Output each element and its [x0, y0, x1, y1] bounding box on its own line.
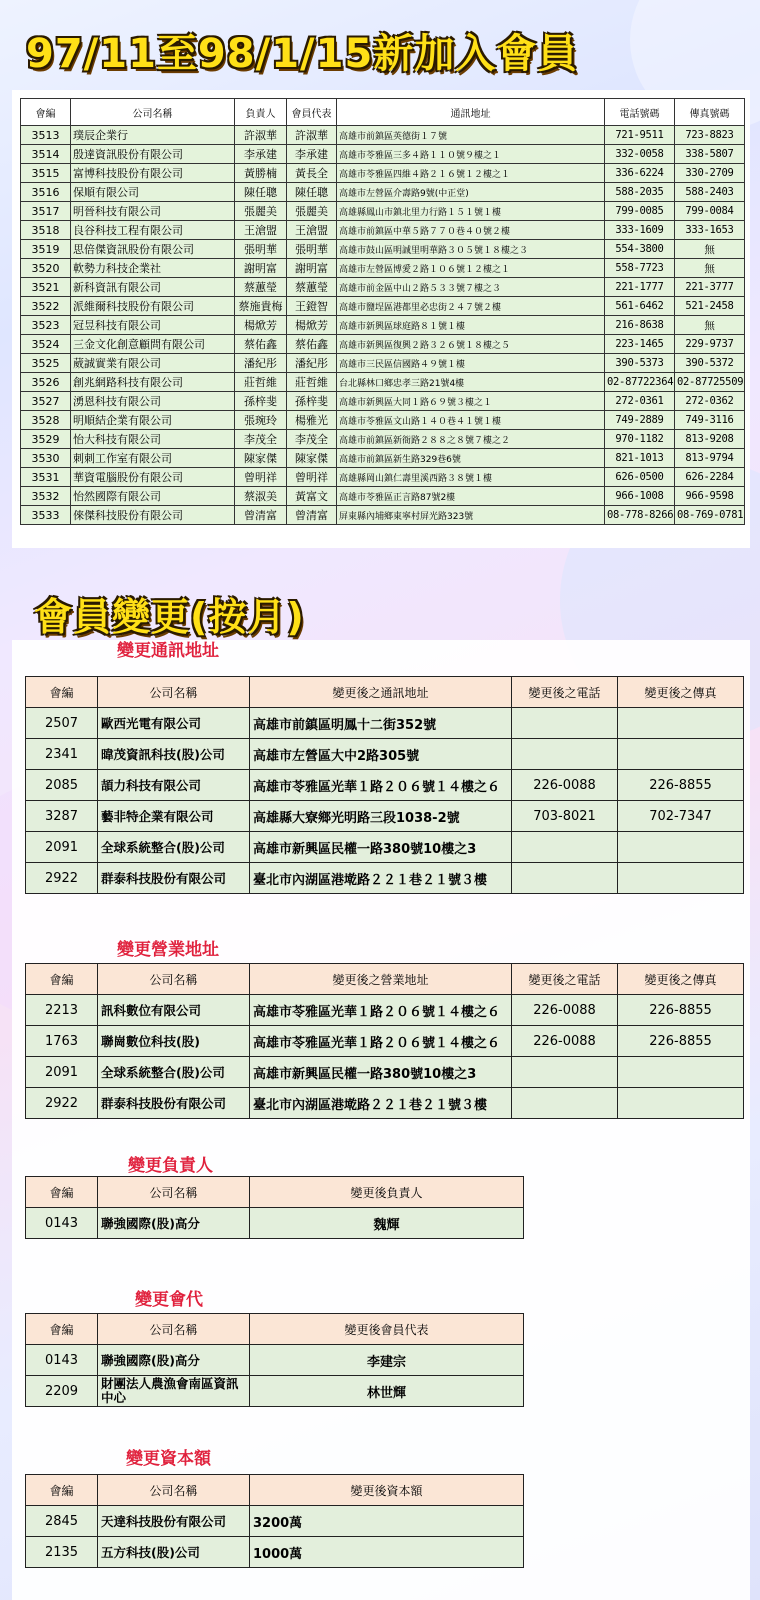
table-cell: 749-2889	[605, 411, 675, 430]
table-cell: 226-0088	[512, 770, 618, 801]
table-row	[26, 708, 744, 739]
table-cell: 三金文化創意顧問有限公司	[71, 335, 235, 354]
table-cell: 頡力科技有限公司	[98, 770, 250, 801]
table-cell: 2091	[26, 832, 98, 863]
table-cell: 2209	[26, 1376, 98, 1407]
table-cell: 林世輝	[250, 1376, 524, 1407]
header-cell: 公司名稱	[98, 1475, 250, 1506]
table-cell: 璞辰企業行	[71, 126, 235, 145]
table-cell: 台北縣林口鄉忠孝三路21號4樓	[337, 373, 605, 392]
table-cell: 高雄市鼓山區明誠里明華路３０５號１８樓之３	[337, 240, 605, 259]
table-row	[21, 316, 745, 335]
table-cell: 高雄市新興區民權一路380號10樓之3	[250, 832, 512, 863]
table-row	[21, 278, 745, 297]
table-cell: 332-0058	[605, 145, 675, 164]
table-cell: 高雄市苓雅區三多４路１１０號９樓之１	[337, 145, 605, 164]
table-cell: 冠昱科技有限公司	[71, 316, 235, 335]
table-cell: 626-2284	[675, 468, 745, 487]
table-cell: 殷達資訊股份有限公司	[71, 145, 235, 164]
table-cell: 3531	[21, 468, 71, 487]
table-header	[26, 964, 744, 995]
table-row	[21, 335, 745, 354]
table-row	[21, 221, 745, 240]
table-cell: 272-0362	[675, 392, 745, 411]
table-cell: 2922	[26, 863, 98, 894]
table-cell: 蔡佑鑫	[235, 335, 287, 354]
table-cell: 刺刺工作室有限公司	[71, 449, 235, 468]
table-cell: 群泰科技股份有限公司	[98, 1088, 250, 1119]
table-row	[21, 449, 745, 468]
table-cell: 魏輝	[250, 1208, 524, 1239]
table-cell: 陳任聰	[287, 183, 337, 202]
table-cell: 3513	[21, 126, 71, 145]
table-cell: 703-8021	[512, 801, 618, 832]
table-cell: 潘紀彤	[235, 354, 287, 373]
table-cell: 333-1653	[675, 221, 745, 240]
table-cell: 330-2709	[675, 164, 745, 183]
table-cell: 0143	[26, 1345, 98, 1376]
table-cell: 葳誠實業有限公司	[71, 354, 235, 373]
table-cell: 高雄市新興區復興２路３２６號１８樓之５	[337, 335, 605, 354]
header-cell: 變更後之通訊地址	[250, 677, 512, 708]
table-cell: 曾清富	[235, 506, 287, 525]
capital-change-table	[25, 1474, 524, 1568]
table-cell: 富博科技股份有限公司	[71, 164, 235, 183]
table-cell: 李建宗	[250, 1345, 524, 1376]
table-cell: 749-3116	[675, 411, 745, 430]
table-cell: 229-9737	[675, 335, 745, 354]
header-cell: 會編	[21, 99, 71, 126]
owner-change-table	[25, 1176, 524, 1239]
table-cell: 高雄市新興區民權一路380號10樓之3	[250, 1057, 512, 1088]
table-cell: 曾明祥	[235, 468, 287, 487]
new-members-table	[20, 98, 745, 525]
table-cell	[618, 708, 744, 739]
table-cell: 怡大科技有限公司	[71, 430, 235, 449]
table-cell: 孫梓斐	[287, 392, 337, 411]
table-cell: 226-8855	[618, 1026, 744, 1057]
table-cell: 970-1182	[605, 430, 675, 449]
table-cell: 588-2035	[605, 183, 675, 202]
table-cell: 曾明祥	[287, 468, 337, 487]
table-cell: 高雄縣岡山鎮仁壽里溪西路３８號１樓	[337, 468, 605, 487]
table-cell: 高雄市新興區球庭路８１號１樓	[337, 316, 605, 335]
section-title-business-address: 變更營業地址	[117, 940, 219, 960]
table-cell: 0143	[26, 1208, 98, 1239]
table-row	[26, 770, 744, 801]
header-cell: 變更後之傳真	[618, 677, 744, 708]
table-cell: 3516	[21, 183, 71, 202]
table-row	[26, 801, 744, 832]
table-cell: 臺北市內湖區港墘路２２１巷２１號３樓	[250, 1088, 512, 1119]
table-row	[21, 487, 745, 506]
table-cell: 李承建	[287, 145, 337, 164]
table-cell: 謝明富	[287, 259, 337, 278]
table-header	[26, 1177, 524, 1208]
table-cell	[512, 708, 618, 739]
table-cell: 2091	[26, 1057, 98, 1088]
table-cell: 全球系統整合(股)公司	[98, 1057, 250, 1088]
table-cell: 倈傑科技股份有限公司	[71, 506, 235, 525]
table-row	[21, 297, 745, 316]
table-cell: 張明華	[235, 240, 287, 259]
table-header	[26, 677, 744, 708]
table-cell: 626-0500	[605, 468, 675, 487]
header-cell: 變更後之營業地址	[250, 964, 512, 995]
table-cell: 高雄市新興區大同１路６９號３樓之１	[337, 392, 605, 411]
table-cell: 高雄市前鎮區新衙路２８８之８號７樓之２	[337, 430, 605, 449]
table-cell: 高雄縣鳳山市鎮北里力行路１５１號１樓	[337, 202, 605, 221]
table-row	[21, 354, 745, 373]
table-cell: 黃長全	[287, 164, 337, 183]
table-cell: 派維爾科技股份有限公司	[71, 297, 235, 316]
table-header	[26, 1314, 524, 1345]
table-cell: 813-9208	[675, 430, 745, 449]
table-cell: 338-5807	[675, 145, 745, 164]
table-cell: 張琬玲	[235, 411, 287, 430]
table-cell: 無	[675, 259, 745, 278]
table-row	[26, 1345, 524, 1376]
table-cell: 謝明富	[235, 259, 287, 278]
table-cell: 天達科技股份有限公司	[98, 1506, 250, 1537]
table-cell: 3521	[21, 278, 71, 297]
table-cell: 怡然國際有限公司	[71, 487, 235, 506]
table-cell: 聯崗數位科技(股)	[98, 1026, 250, 1057]
table-cell: 良谷科技工程有限公司	[71, 221, 235, 240]
table-cell: 陳任聰	[235, 183, 287, 202]
header-cell: 變更後之傳真	[618, 964, 744, 995]
table-cell: 3529	[21, 430, 71, 449]
table-cell: 521-2458	[675, 297, 745, 316]
header-cell: 會編	[26, 1314, 98, 1345]
table-cell: 1000萬	[250, 1537, 524, 1568]
table-row	[21, 468, 745, 487]
table-cell: 3526	[21, 373, 71, 392]
table-cell: 高雄縣大寮鄉光明路三段1038-2號	[250, 801, 512, 832]
table-row	[21, 126, 745, 145]
table-cell: 2085	[26, 770, 98, 801]
header-cell: 會編	[26, 964, 98, 995]
table-row	[21, 411, 745, 430]
table-cell: 財團法人農漁會南區資訊中心	[98, 1376, 250, 1407]
table-cell: 明順結企業有限公司	[71, 411, 235, 430]
table-cell: 08-769-0781	[675, 506, 745, 525]
table-cell: 高雄市苓雅區光華１路２０６號１４樓之６	[250, 1026, 512, 1057]
section-title-representative: 變更會代	[135, 1290, 203, 1310]
table-cell: 554-3800	[605, 240, 675, 259]
header-cell: 電話號碼	[605, 99, 675, 126]
table-row	[26, 995, 744, 1026]
table-cell: 高雄市苓雅區四維４路２１６號１２樓之１	[337, 164, 605, 183]
table-cell	[618, 739, 744, 770]
table-cell: 新科資訊有限公司	[71, 278, 235, 297]
table-row	[21, 183, 745, 202]
table-cell: 湧恩科技有限公司	[71, 392, 235, 411]
table-cell: 聯強國際(股)高分	[98, 1208, 250, 1239]
table-cell	[618, 832, 744, 863]
table-cell: 王鐙智	[287, 297, 337, 316]
table-cell	[618, 1057, 744, 1088]
table-row	[21, 240, 745, 259]
table-cell: 02-87725509	[675, 373, 745, 392]
header-cell: 公司名稱	[98, 677, 250, 708]
table-cell: 3530	[21, 449, 71, 468]
table-cell: 許淑華	[235, 126, 287, 145]
table-cell: 陳家傑	[287, 449, 337, 468]
table-row	[26, 832, 744, 863]
table-cell: 保順有限公司	[71, 183, 235, 202]
table-cell: 明晉科技有限公司	[71, 202, 235, 221]
table-cell: 高雄市苓雅區光華１路２０６號１４樓之６	[250, 770, 512, 801]
table-header	[21, 99, 745, 126]
table-cell: 王滄盟	[235, 221, 287, 240]
table-cell	[512, 1057, 618, 1088]
table-cell: 2507	[26, 708, 98, 739]
table-cell: 08-778-8266	[605, 506, 675, 525]
header-cell: 公司名稱	[98, 1177, 250, 1208]
table-row	[26, 1026, 744, 1057]
table-cell: 高雄市前鎮區英德街１７號	[337, 126, 605, 145]
table-cell	[618, 1088, 744, 1119]
table-cell: 高雄市前鎮區中華５路７７０巷４０號２樓	[337, 221, 605, 240]
table-row	[21, 164, 745, 183]
table-row	[26, 1208, 524, 1239]
header-cell: 會員代表	[287, 99, 337, 126]
table-cell: 黃勝楠	[235, 164, 287, 183]
table-cell: 3533	[21, 506, 71, 525]
table-cell: 張麗美	[235, 202, 287, 221]
table-cell: 390-5372	[675, 354, 745, 373]
table-cell: 高雄市前鎮區明鳳十二街352號	[250, 708, 512, 739]
table-cell: 226-8855	[618, 995, 744, 1026]
header-cell: 通訊地址	[337, 99, 605, 126]
header-cell: 變更後資本額	[250, 1475, 524, 1506]
table-cell: 226-0088	[512, 1026, 618, 1057]
header-cell: 公司名稱	[98, 1314, 250, 1345]
section-title-address: 變更通訊地址	[117, 641, 219, 661]
header-cell: 變更後之電話	[512, 964, 618, 995]
table-cell: 高雄市左營區博愛２路１０６號１２樓之１	[337, 259, 605, 278]
header-cell: 會編	[26, 677, 98, 708]
table-row	[21, 202, 745, 221]
table-cell: 陳家傑	[235, 449, 287, 468]
table-row	[21, 145, 745, 164]
table-cell: 高雄市鹽埕區港都里必忠街２４７號２樓	[337, 297, 605, 316]
table-cell: 高雄市三民區信國路４９號１樓	[337, 354, 605, 373]
table-cell: 軟勢力科技企業社	[71, 259, 235, 278]
table-cell: 2845	[26, 1506, 98, 1537]
table-cell: 2213	[26, 995, 98, 1026]
table-cell: 558-7723	[605, 259, 675, 278]
table-header	[26, 1475, 524, 1506]
table-cell: 336-6224	[605, 164, 675, 183]
table-cell: 821-1013	[605, 449, 675, 468]
table-cell: 02-87722364	[605, 373, 675, 392]
table-row	[21, 259, 745, 278]
table-cell: 思倍傑資訊股份有限公司	[71, 240, 235, 259]
table-row	[21, 373, 745, 392]
table-cell: 561-6462	[605, 297, 675, 316]
table-cell: 五方科技(股)公司	[98, 1537, 250, 1568]
table-cell: 3523	[21, 316, 71, 335]
table-row	[26, 1506, 524, 1537]
table-cell: 2135	[26, 1537, 98, 1568]
table-cell: 無	[675, 316, 745, 335]
table-cell: 3519	[21, 240, 71, 259]
table-cell: 3517	[21, 202, 71, 221]
table-cell: 楊焮芳	[235, 316, 287, 335]
new-members-panel	[12, 90, 750, 548]
table-cell: 創兆網路科技有限公司	[71, 373, 235, 392]
table-cell: 333-1609	[605, 221, 675, 240]
table-cell: 無	[675, 240, 745, 259]
table-cell: 李承建	[235, 145, 287, 164]
header-cell: 公司名稱	[98, 964, 250, 995]
address-change-table	[25, 676, 744, 894]
header-cell: 會編	[26, 1475, 98, 1506]
table-cell: 1763	[26, 1026, 98, 1057]
header-cell: 公司名稱	[71, 99, 235, 126]
table-cell: 楊焮芳	[287, 316, 337, 335]
table-cell: 966-9598	[675, 487, 745, 506]
table-cell: 李茂全	[235, 430, 287, 449]
table-cell: 藝非特企業有限公司	[98, 801, 250, 832]
table-cell: 曾清富	[287, 506, 337, 525]
table-row	[21, 430, 745, 449]
table-cell: 799-0084	[675, 202, 745, 221]
table-cell: 3532	[21, 487, 71, 506]
table-row	[26, 1376, 524, 1407]
section-title-owner: 變更負責人	[128, 1156, 213, 1176]
header-cell: 傳真號碼	[675, 99, 745, 126]
header-cell: 變更後負責人	[250, 1177, 524, 1208]
table-cell	[512, 832, 618, 863]
section-title-capital: 變更資本額	[126, 1449, 211, 1469]
table-cell: 216-8638	[605, 316, 675, 335]
table-cell: 許淑華	[287, 126, 337, 145]
table-row	[26, 1537, 524, 1568]
table-cell: 高雄市苓雅區文山路１４０巷４１號１樓	[337, 411, 605, 430]
table-cell: 高雄市苓雅區光華１路２０６號１４樓之６	[250, 995, 512, 1026]
table-cell: 3200萬	[250, 1506, 524, 1537]
header-cell: 會編	[26, 1177, 98, 1208]
table-cell: 孫梓斐	[235, 392, 287, 411]
header-cell: 負責人	[235, 99, 287, 126]
table-cell	[512, 739, 618, 770]
table-cell: 蔡淑美	[235, 487, 287, 506]
table-cell: 3525	[21, 354, 71, 373]
table-cell: 華資電腦股份有限公司	[71, 468, 235, 487]
header-cell: 變更後之電話	[512, 677, 618, 708]
table-row	[21, 506, 745, 525]
table-cell: 3520	[21, 259, 71, 278]
table-cell: 高雄市左營區介壽路9號(中正堂)	[337, 183, 605, 202]
table-cell: 楊雅光	[287, 411, 337, 430]
table-cell: 張明華	[287, 240, 337, 259]
table-cell: 799-0085	[605, 202, 675, 221]
table-cell: 蔡施貴梅	[235, 297, 287, 316]
representative-change-table	[25, 1313, 524, 1407]
table-cell: 3527	[21, 392, 71, 411]
table-cell: 390-5373	[605, 354, 675, 373]
table-row	[26, 739, 744, 770]
table-cell: 蔡蕙瑩	[287, 278, 337, 297]
table-cell: 3514	[21, 145, 71, 164]
table-cell: 全球系統整合(股)公司	[98, 832, 250, 863]
table-cell: 高雄市左營區大中2路305號	[250, 739, 512, 770]
table-cell: 黃富文	[287, 487, 337, 506]
table-cell: 3528	[21, 411, 71, 430]
table-cell	[512, 863, 618, 894]
table-cell: 屏東縣內埔鄉東寧村屏光路323號	[337, 506, 605, 525]
table-cell: 訊科數位有限公司	[98, 995, 250, 1026]
table-cell: 高雄市前金區中山２路５３３號７樓之３	[337, 278, 605, 297]
table-cell: 蔡蕙瑩	[235, 278, 287, 297]
table-cell: 272-0361	[605, 392, 675, 411]
table-cell: 221-1777	[605, 278, 675, 297]
table-cell: 高雄市前鎮區新生路329巷6號	[337, 449, 605, 468]
table-cell: 3524	[21, 335, 71, 354]
table-cell: 3522	[21, 297, 71, 316]
table-cell: 226-8855	[618, 770, 744, 801]
table-row	[26, 1057, 744, 1088]
page-title-member-changes: 會員變更(按月)	[34, 595, 305, 639]
header-cell: 變更後會員代表	[250, 1314, 524, 1345]
table-cell: 暐茂資訊科技(股)公司	[98, 739, 250, 770]
table-cell: 蔡佑鑫	[287, 335, 337, 354]
business-address-change-table	[25, 963, 744, 1119]
table-row	[26, 863, 744, 894]
table-cell: 966-1008	[605, 487, 675, 506]
table-cell: 李茂全	[287, 430, 337, 449]
table-cell: 臺北市內湖區港墘路２２１巷２１號３樓	[250, 863, 512, 894]
table-cell: 莊哲維	[287, 373, 337, 392]
table-cell: 潘紀彤	[287, 354, 337, 373]
table-cell: 813-9794	[675, 449, 745, 468]
table-cell: 高雄市苓雅區正言路87號2樓	[337, 487, 605, 506]
table-cell: 3518	[21, 221, 71, 240]
page-title-new-members: 97/11至98/1/15新加入會員	[26, 31, 579, 77]
table-cell	[512, 1088, 618, 1119]
table-cell: 2341	[26, 739, 98, 770]
table-row	[21, 392, 745, 411]
table-cell: 歐西光電有限公司	[98, 708, 250, 739]
table-cell: 王滄盟	[287, 221, 337, 240]
table-cell: 2922	[26, 1088, 98, 1119]
table-cell: 聯強國際(股)高分	[98, 1345, 250, 1376]
table-cell: 張麗美	[287, 202, 337, 221]
table-row	[26, 1088, 744, 1119]
table-cell: 723-8823	[675, 126, 745, 145]
table-cell: 223-1465	[605, 335, 675, 354]
table-cell: 721-9511	[605, 126, 675, 145]
table-cell: 702-7347	[618, 801, 744, 832]
table-cell: 221-3777	[675, 278, 745, 297]
table-cell: 3515	[21, 164, 71, 183]
table-cell: 3287	[26, 801, 98, 832]
table-cell	[618, 863, 744, 894]
table-cell: 588-2403	[675, 183, 745, 202]
table-cell: 群泰科技股份有限公司	[98, 863, 250, 894]
table-cell: 莊哲維	[235, 373, 287, 392]
table-cell: 226-0088	[512, 995, 618, 1026]
